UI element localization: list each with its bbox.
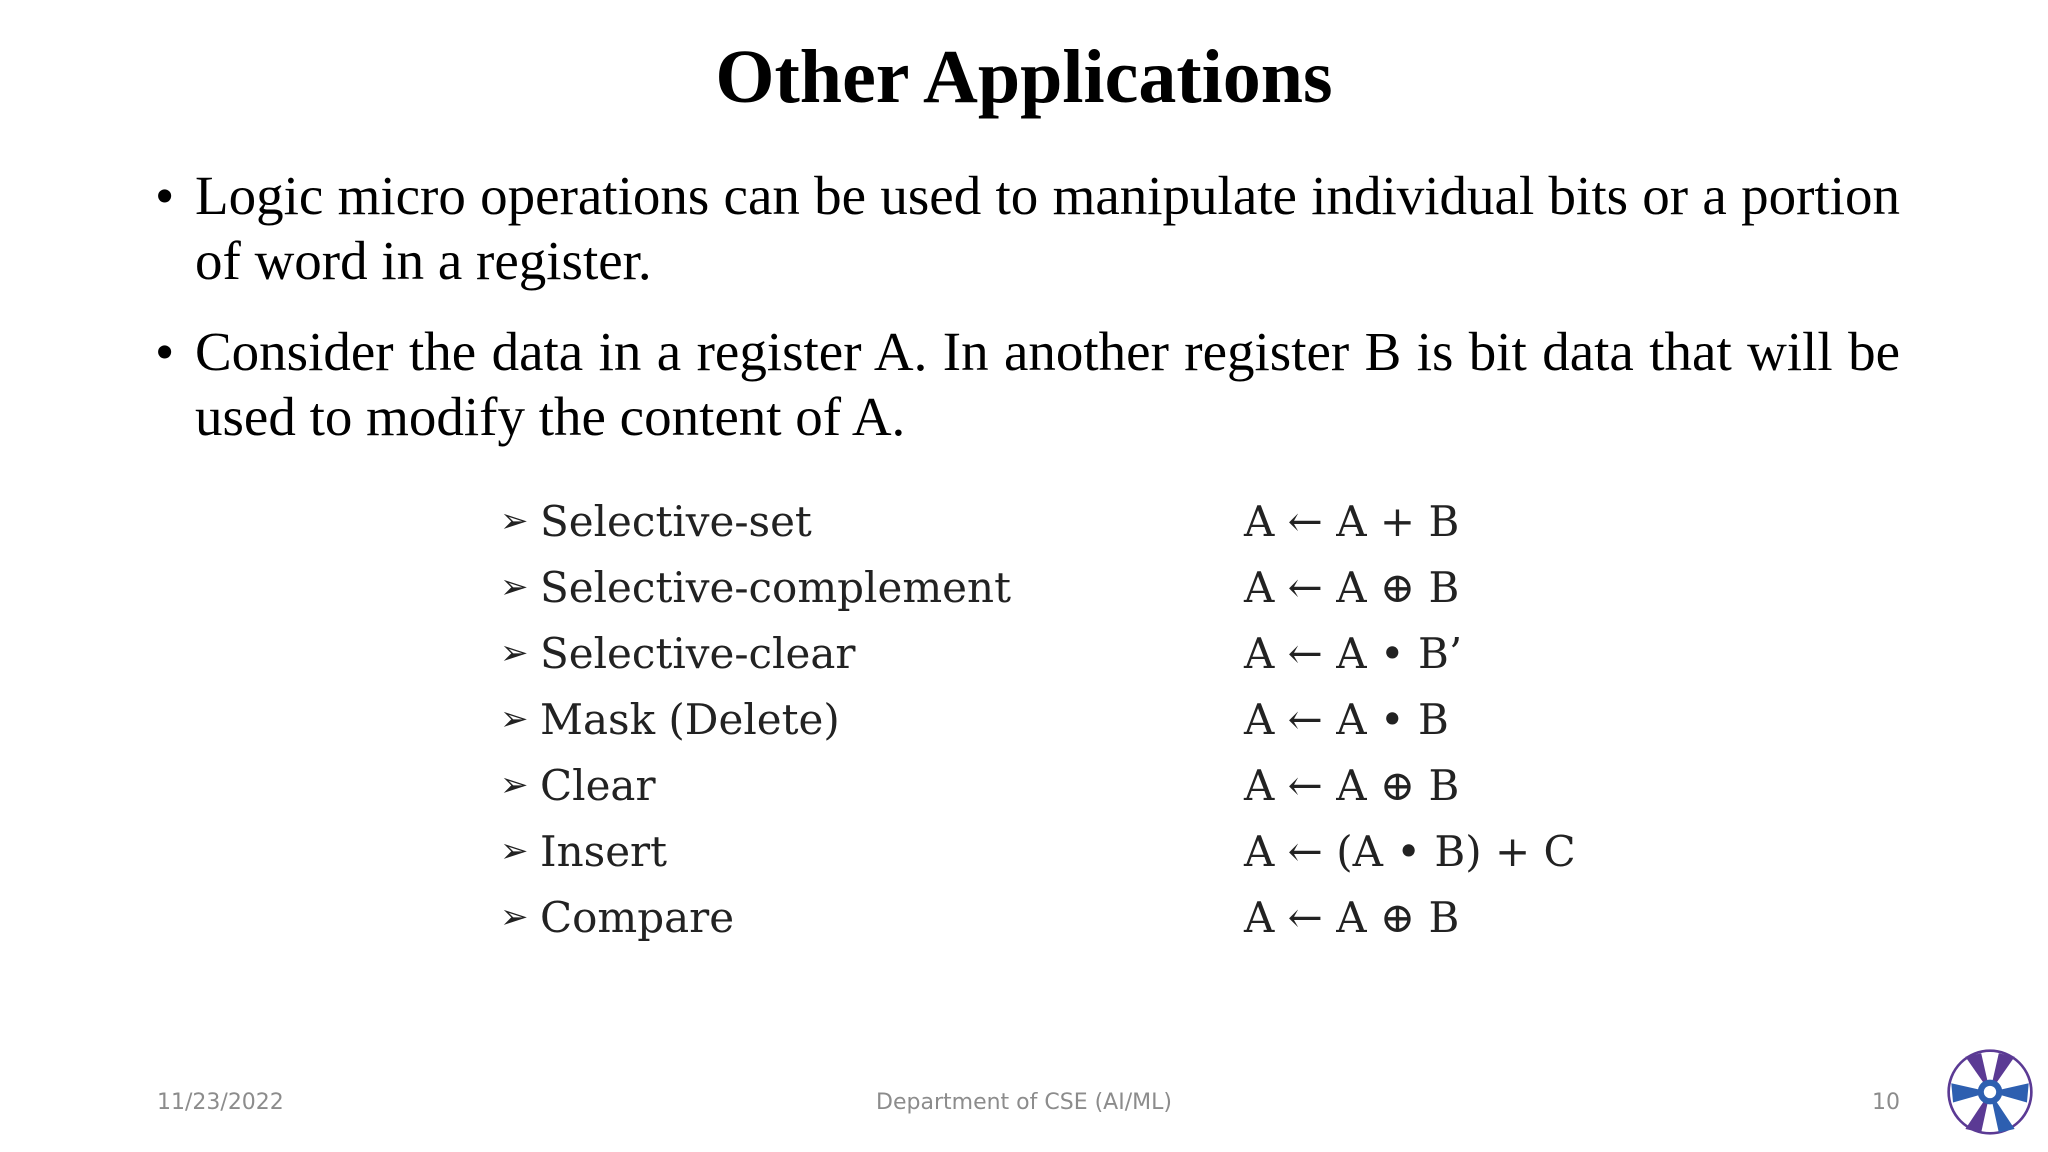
operation-name: Mask (Delete)	[540, 694, 840, 744]
arrow-bullet-icon: ➢	[500, 897, 529, 937]
slide-title: Other Applications	[715, 35, 1333, 119]
bullet-list	[155, 164, 1900, 476]
arrow-bullet-icon: ➢	[500, 831, 529, 871]
footer-department: Department of CSE (AI/ML)	[876, 1090, 1172, 1115]
operation-expression: A ← A ⊕ B	[1244, 562, 1460, 612]
operation-expression: A ← A ⊕ B	[1244, 760, 1460, 810]
page-number: 10	[1872, 1090, 1900, 1115]
bullet-item	[155, 164, 1900, 294]
operation-expression: A ← A ⊕ B	[1244, 892, 1460, 942]
operation-name: Selective-clear	[540, 628, 856, 678]
operation-row	[500, 818, 1576, 884]
operation-name: Compare	[540, 892, 735, 942]
bullet-text: Logic micro operations can be used to manipulate individual bits or a portion of word in a register.	[195, 165, 1900, 291]
bullet-item	[155, 320, 1900, 450]
bullet-dot-icon: •	[155, 165, 175, 226]
operation-row	[500, 686, 1576, 752]
operations-table	[500, 488, 1576, 950]
bullet-dot-icon: •	[155, 320, 175, 382]
operation-row	[500, 554, 1576, 620]
operation-expression: A ← A • B’	[1244, 628, 1463, 678]
operation-name: Insert	[540, 826, 668, 876]
arrow-bullet-icon: ➢	[500, 567, 529, 607]
operation-expression: A ← (A • B) + C	[1244, 826, 1576, 876]
arrow-bullet-icon: ➢	[500, 765, 529, 805]
operation-expression: A ← A • B	[1244, 694, 1449, 744]
footer-date: 11/23/2022	[157, 1090, 284, 1115]
operation-expression: A ← A + B	[1244, 496, 1460, 546]
operation-name: Selective-complement	[540, 562, 1011, 612]
operation-row	[500, 884, 1576, 950]
arrow-bullet-icon: ➢	[500, 501, 529, 541]
arrow-bullet-icon: ➢	[500, 699, 529, 739]
operation-row	[500, 620, 1576, 686]
arrow-bullet-icon: ➢	[500, 633, 529, 673]
operation-row	[500, 488, 1576, 554]
bullet-text: Consider the data in a register A. In another register B is bit data that will be used to modify the content of A.	[195, 320, 1900, 447]
operation-row	[500, 752, 1576, 818]
operation-name: Clear	[540, 760, 656, 810]
institution-logo-icon	[1946, 1048, 2034, 1136]
operation-name: Selective-set	[540, 496, 812, 546]
